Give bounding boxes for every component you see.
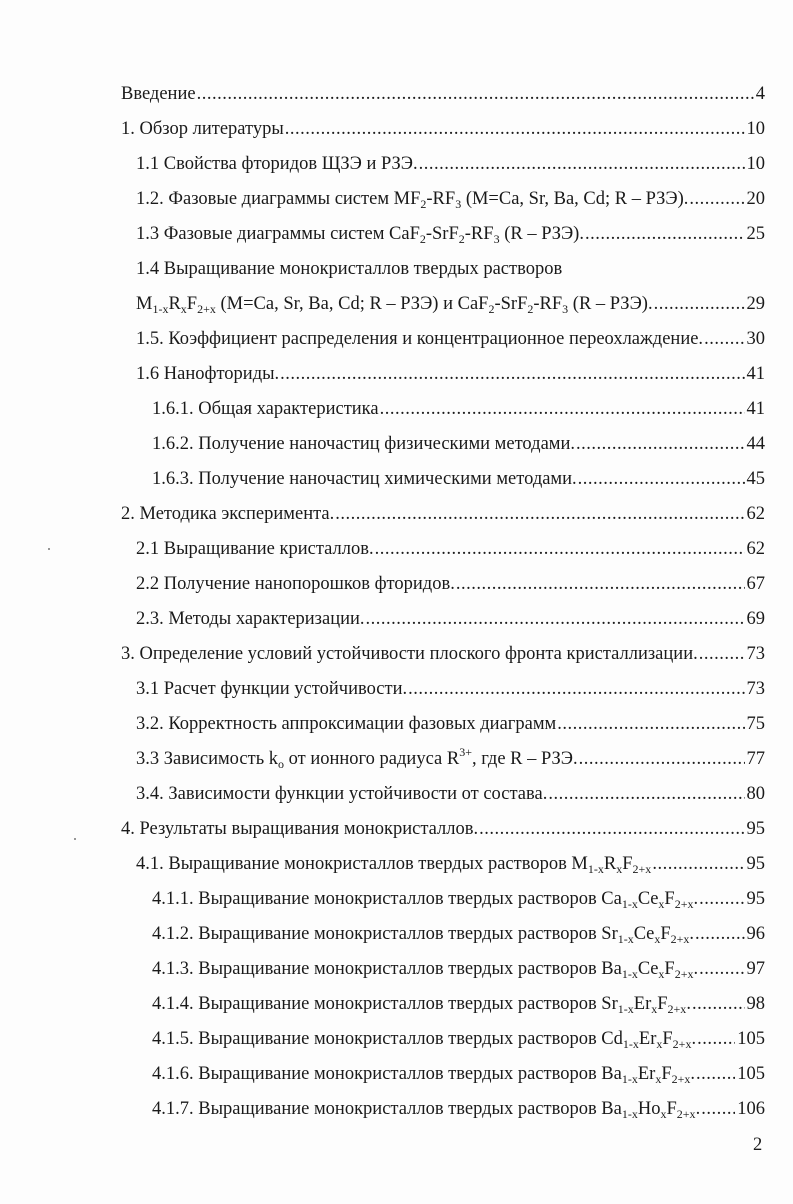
toc-entry-page: 69 (746, 609, 765, 629)
toc-entry[interactable] (136, 359, 765, 389)
toc-entry-title: 2.3. Методы характеризации. (136, 609, 365, 629)
scan-speck (74, 838, 76, 840)
toc-entry-title: 1.1 Свойства фторидов ЩЗЭ и РЗЭ. (136, 154, 418, 174)
toc-entry-page: 4 (755, 84, 765, 104)
toc-entry-page: 67 (746, 574, 765, 594)
scan-speck (48, 548, 50, 550)
toc-entry-title: $M_{1-x}R_xF_{2+x}$ (M=Ca, Sr, Ba, Cd; R – РЗЭ) и $CaF_2-SrF_2-RF_3$ (R – РЗЭ). (136, 294, 653, 316)
toc-entry-title: 4.1. Выращивание монокристаллов твердых растворов $M_{1-x}R_xF_{2+x}$ (136, 854, 652, 876)
toc-entry-page: 75 (746, 714, 765, 734)
toc-entry[interactable] (136, 254, 765, 284)
toc-entry-title: 4.1.4. Выращивание монокристаллов твердых растворов $Sr_{1-x}Er_xF_{2+x}$. (152, 994, 691, 1016)
toc-entry[interactable] (136, 744, 765, 774)
toc-entry-title: 1.3 Фазовые диаграммы систем $CaF_2-SrF_2-RF_3$ (R – РЗЭ). (136, 224, 584, 246)
toc-entry-title: 4.1.2. Выращивание монокристаллов твердых растворов $Sr_{1-x}Ce_xF_{2+x}$. (152, 924, 695, 946)
toc-entry-page: 106 (737, 1099, 765, 1119)
toc-entry[interactable] (136, 534, 765, 564)
toc-entry-title: 4.1.3. Выращивание монокристаллов твердых растворов $Ba_{1-x}Ce_xF_{2+x}$. (152, 959, 699, 981)
toc-entry-page: 10 (746, 119, 765, 139)
toc-entry-title: 1.4 Выращивание монокристаллов твердых растворов (136, 259, 563, 279)
toc-entry-title: 1.5. Коэффициент распределения и концентрационное переохлаждение. (136, 329, 704, 349)
toc-entry[interactable] (136, 709, 765, 739)
toc-entry-page: 98 (746, 994, 765, 1014)
toc-entry-title: 3.4. Зависимости функции устойчивости от состава. (136, 784, 548, 804)
toc-entry-page: 62 (746, 504, 765, 524)
toc-entry[interactable] (152, 394, 765, 424)
toc-entry[interactable] (121, 114, 765, 144)
toc-entry[interactable] (136, 674, 765, 704)
toc-entry[interactable] (152, 1094, 765, 1124)
toc-entry-page: 73 (746, 644, 765, 664)
toc-entry-title: 1.6.1. Общая характеристика (152, 399, 379, 419)
toc-entry-title: 4.1.5. Выращивание монокристаллов твердых растворов $Cd_{1-x}Er_xF_{2+x}$. (152, 1029, 697, 1051)
toc-entry[interactable] (136, 604, 765, 634)
toc-entry-page: 30 (746, 329, 765, 349)
toc-entry-page: 80 (746, 784, 765, 804)
toc-entry[interactable] (152, 429, 765, 459)
toc-entry-page: 97 (746, 959, 765, 979)
toc-entry-title: Введение (121, 84, 196, 104)
toc-entry[interactable] (121, 814, 765, 844)
toc-entry-page: 45 (746, 469, 765, 489)
toc-entry-title: 1.6.2. Получение наночастиц физическими методами. (152, 434, 576, 454)
toc-entry[interactable] (136, 849, 765, 879)
toc-entry-page: 25 (746, 224, 765, 244)
toc-entry[interactable] (121, 639, 765, 669)
toc-entry[interactable] (136, 779, 765, 809)
toc-entry[interactable] (152, 919, 765, 949)
toc-entry[interactable] (136, 219, 765, 249)
toc-entry[interactable] (152, 1024, 765, 1054)
toc-entry[interactable] (136, 324, 765, 354)
toc-entry-title: 4.1.1. Выращивание монокристаллов твердых растворов $Ca_{1-x}Ce_xF_{2+x}$. (152, 889, 699, 911)
toc-entry-page: 41 (746, 399, 765, 419)
toc-entry[interactable] (121, 79, 765, 109)
toc-entry-title: 3. Определение условий устойчивости плоского фронта кристаллизации. (121, 644, 698, 664)
toc-entry-page: 96 (746, 924, 765, 944)
toc-entry[interactable] (121, 499, 765, 529)
toc-entry-title: 4. Результаты выращивания монокристаллов. (121, 819, 479, 839)
toc-entry-title: 2. Методика эксперимента. (121, 504, 335, 524)
toc-entry[interactable] (152, 884, 765, 914)
toc-entry-title: 3.2. Корректность аппроксимации фазовых диаграмм (136, 714, 557, 734)
toc-entry-page: 95 (746, 854, 765, 874)
toc-entry-page: 73 (746, 679, 765, 699)
toc-entry-title: 1.6.3. Получение наночастиц химическими методами. (152, 469, 577, 489)
page-number: 2 (753, 1135, 763, 1155)
toc-entry[interactable] (136, 569, 765, 599)
toc-entry-page: 105 (737, 1064, 765, 1084)
toc-entry-title: 3.1 Расчет функции устойчивости. (136, 679, 408, 699)
toc-entry-title: 4.1.6. Выращивание монокристаллов твердых растворов $Ba_{1-x}Er_xF_{2+x}$. (152, 1064, 696, 1086)
toc-entry-title: 2.1 Выращивание кристаллов. (136, 539, 374, 559)
toc-entry-page: 95 (746, 819, 765, 839)
toc-entry-page: 105 (737, 1029, 765, 1049)
toc-entry[interactable] (136, 184, 765, 214)
toc-entry-page: 20 (746, 189, 765, 209)
toc-entry[interactable] (136, 149, 765, 179)
toc-entry-page: 44 (746, 434, 765, 454)
toc-entry-page: 62 (746, 539, 765, 559)
toc-entry-title: 4.1.7. Выращивание монокристаллов твердых растворов $Ba_{1-x}Ho_xF_{2+x}$. (152, 1099, 701, 1121)
toc-entry-title: 1.2. Фазовые диаграммы систем $MF_2-RF_3$ (M=Ca, Sr, Ba, Cd; R – РЗЭ). (136, 189, 689, 211)
toc-entry-page: 77 (746, 749, 765, 769)
toc-entry[interactable] (152, 954, 765, 984)
toc-entry-title: 1.6 Нанофториды. (136, 364, 280, 384)
toc-entry[interactable] (136, 289, 765, 319)
toc-entry-title: 1. Обзор литературы (121, 119, 284, 139)
toc-entry-page: 29 (746, 294, 765, 314)
toc-entry-title: 3.3 Зависимость $k_o$ от ионного радиуса $R^{3+}$, где R – РЗЭ. (136, 745, 578, 771)
toc-entry-page: 95 (746, 889, 765, 909)
toc-entry[interactable] (152, 464, 765, 494)
toc-entry-page: 41 (746, 364, 765, 384)
toc-entry[interactable] (152, 1059, 765, 1089)
toc-entry-title: 2.2 Получение нанопорошков фторидов. (136, 574, 455, 594)
toc-entry-page: 10 (746, 154, 765, 174)
toc-entry[interactable] (152, 989, 765, 1019)
